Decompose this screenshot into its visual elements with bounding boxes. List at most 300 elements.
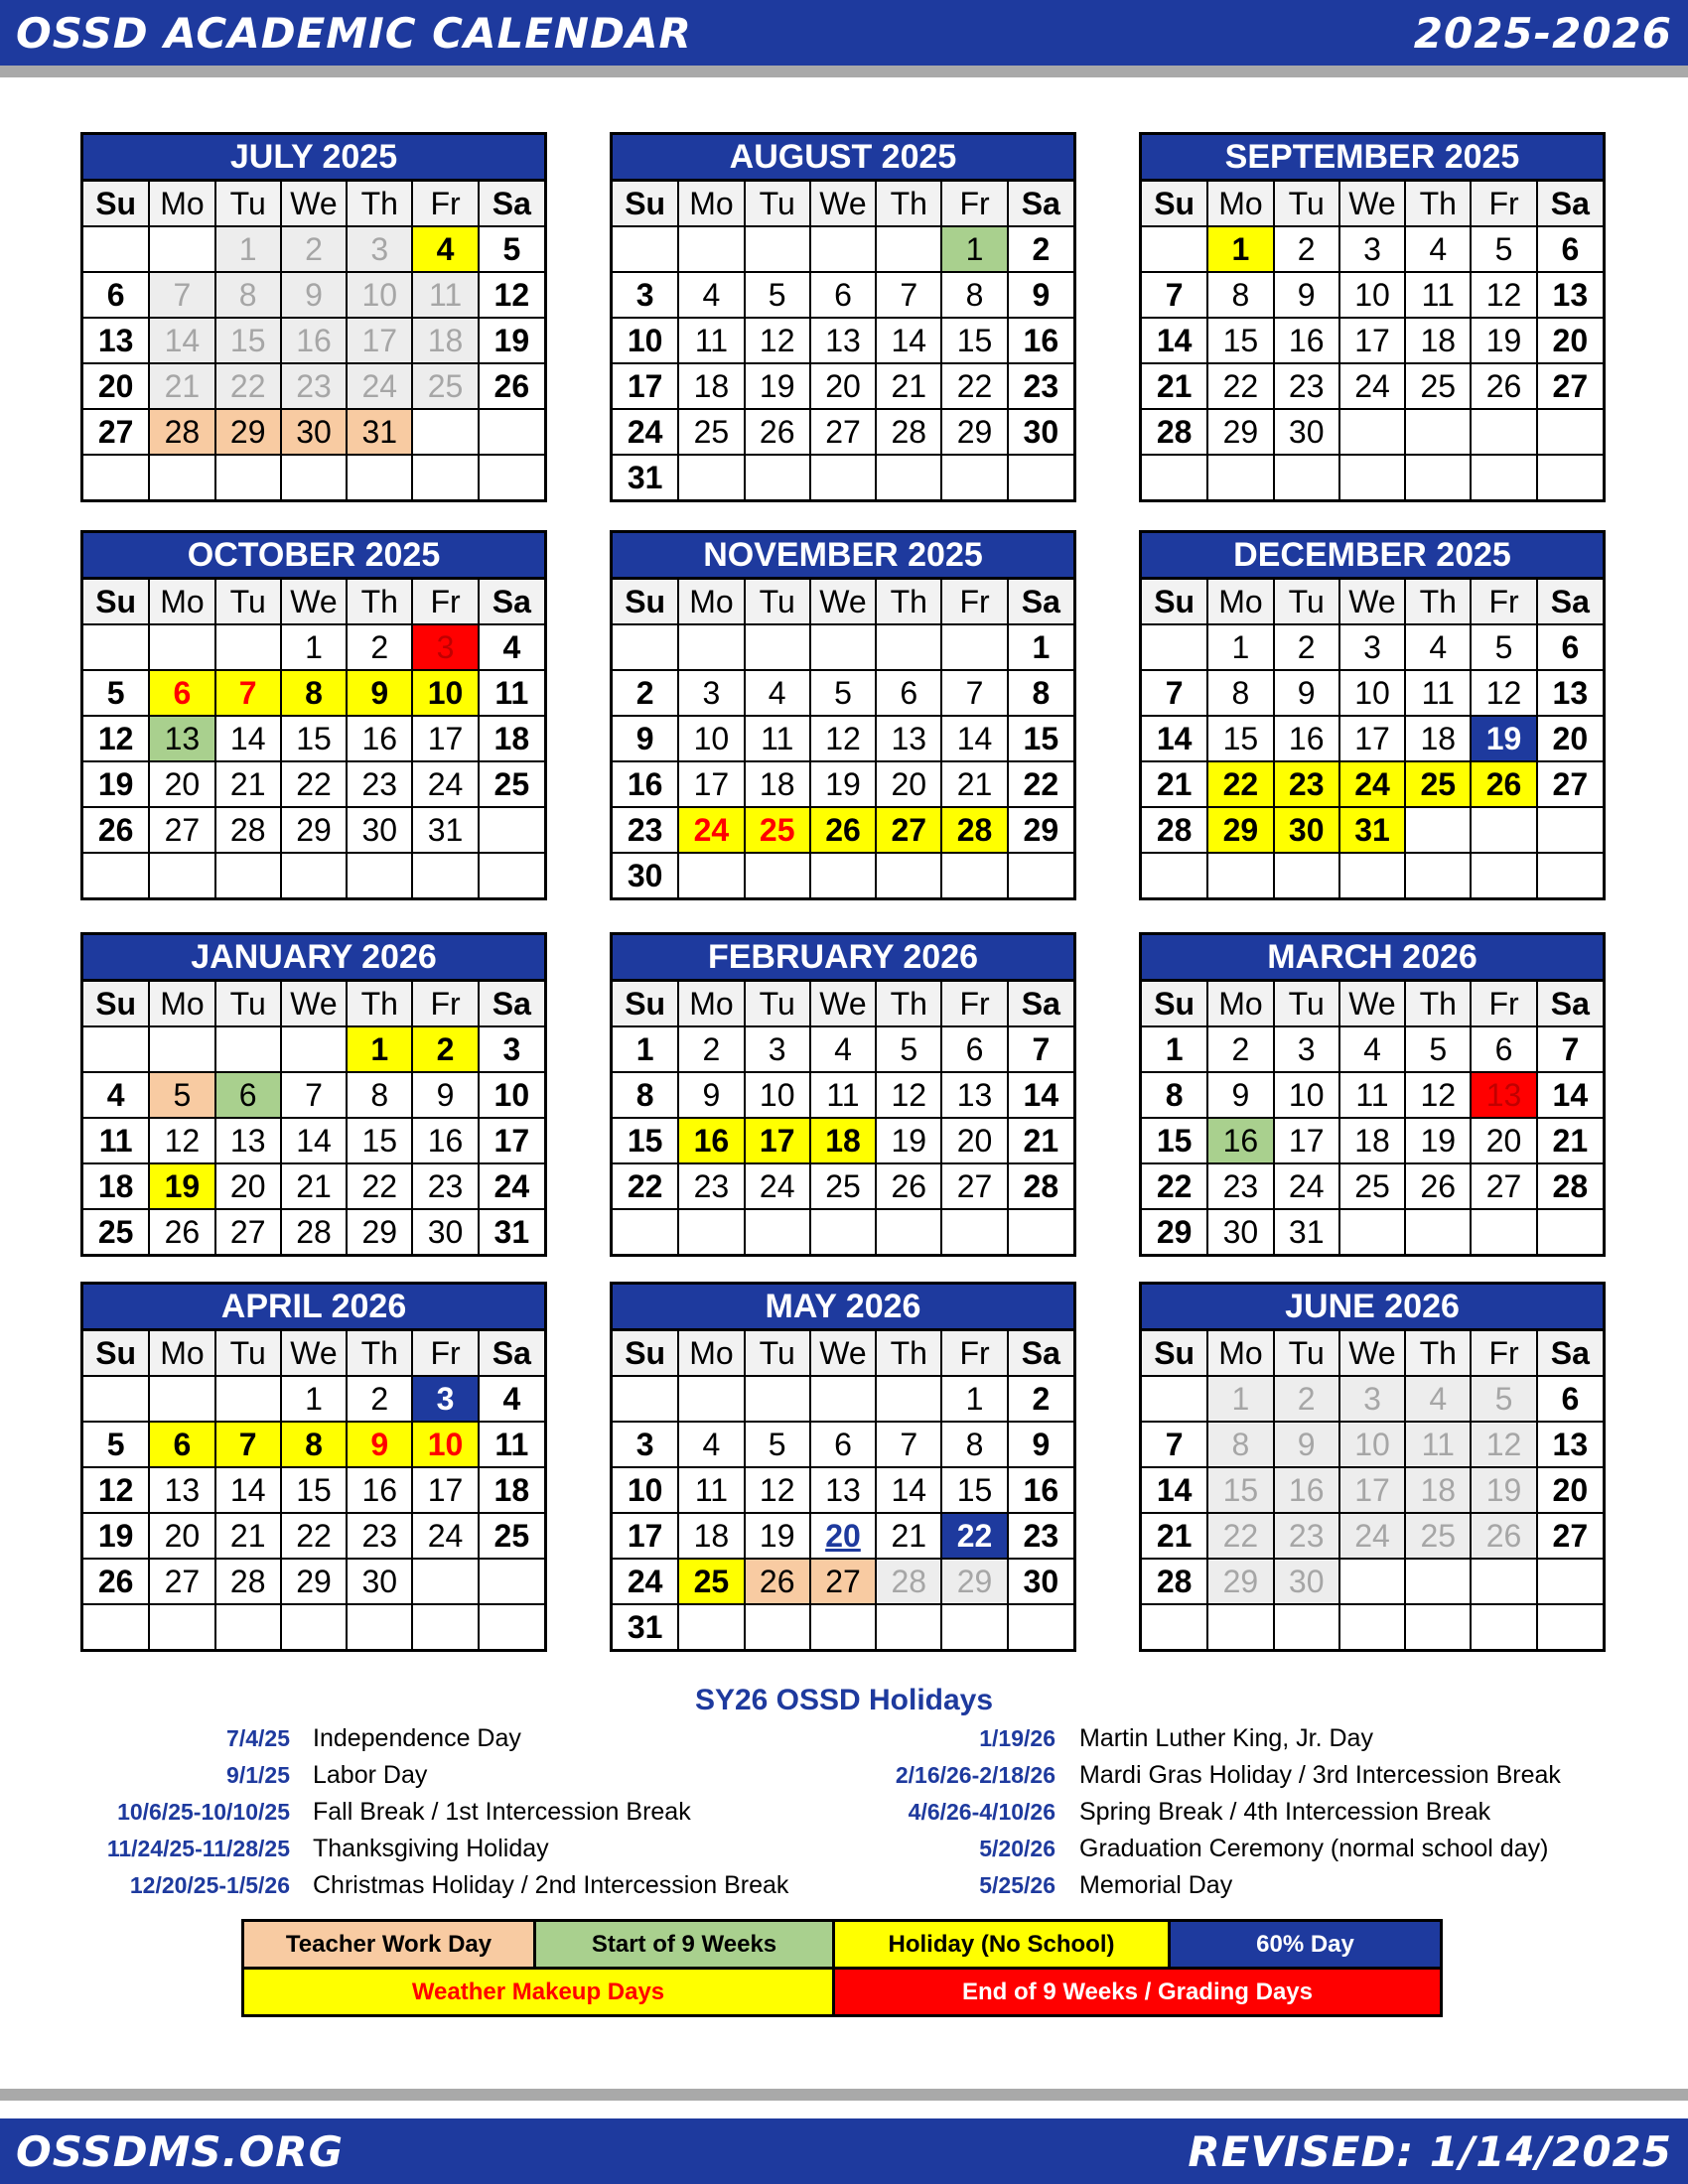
empty-cell <box>876 226 941 272</box>
day-cell: 17 <box>1339 318 1405 363</box>
day-cell: 12 <box>1471 272 1536 318</box>
day-cell: 24 <box>347 363 412 409</box>
day-cell: 3 <box>1274 1026 1339 1072</box>
day-cell: 1 <box>613 1026 678 1072</box>
empty-cell <box>83 455 149 499</box>
day-cell: 6 <box>810 1422 876 1467</box>
day-cell: 28 <box>215 1559 281 1604</box>
weekday-header: We <box>281 580 347 624</box>
day-cell: 26 <box>745 1559 810 1604</box>
day-cell: 10 <box>347 272 412 318</box>
day-cell: 23 <box>1274 363 1339 409</box>
day-cell: 10 <box>1339 272 1405 318</box>
day-cell: 30 <box>281 409 347 455</box>
day-cell: 13 <box>941 1072 1007 1118</box>
weekday-header: Th <box>1405 982 1471 1026</box>
day-cell: 10 <box>479 1072 544 1118</box>
weekday-header: Sa <box>1537 982 1603 1026</box>
day-cell: 26 <box>149 1209 214 1254</box>
weekday-header: Th <box>1405 182 1471 226</box>
day-cell: 12 <box>876 1072 941 1118</box>
holiday-date: 5/25/26 <box>979 1872 1055 1898</box>
empty-cell <box>613 1209 678 1254</box>
weekday-header: Tu <box>1274 580 1339 624</box>
day-cell: 18 <box>678 363 744 409</box>
empty-cell <box>1537 853 1603 897</box>
day-cell: 13 <box>149 1467 214 1513</box>
day-cell: 9 <box>281 272 347 318</box>
day-cell: 22 <box>215 363 281 409</box>
day-cell: 21 <box>1008 1118 1073 1163</box>
empty-cell <box>810 1604 876 1649</box>
weekday-header: We <box>281 1331 347 1376</box>
weekday-header: Fr <box>412 182 478 226</box>
holiday-date: 7/4/25 <box>226 1725 290 1751</box>
day-cell: 16 <box>1274 318 1339 363</box>
day-cell: 4 <box>1405 624 1471 670</box>
day-cell: 25 <box>479 1513 544 1559</box>
day-cell: 19 <box>1471 318 1536 363</box>
day-cell: 11 <box>83 1118 149 1163</box>
weekday-header: Tu <box>745 982 810 1026</box>
day-cell: 28 <box>1142 1559 1207 1604</box>
day-cell: 22 <box>281 761 347 807</box>
day-cell: 7 <box>876 272 941 318</box>
day-cell: 24 <box>1339 761 1405 807</box>
weekday-header: Tu <box>745 580 810 624</box>
empty-cell <box>1405 853 1471 897</box>
day-cell: 26 <box>876 1163 941 1209</box>
day-cell: 9 <box>1274 1422 1339 1467</box>
day-cell: 24 <box>613 1559 678 1604</box>
empty-cell <box>1274 455 1339 499</box>
empty-cell <box>745 455 810 499</box>
month-december-2025 <box>1139 530 1606 900</box>
empty-cell <box>941 455 1007 499</box>
day-cell: 4 <box>1405 1376 1471 1422</box>
day-cell: 6 <box>810 272 876 318</box>
holiday-name: Thanksgiving Holiday <box>313 1835 549 1862</box>
month-title: MARCH 2026 <box>1142 935 1603 982</box>
day-cell: 4 <box>1339 1026 1405 1072</box>
empty-cell <box>810 455 876 499</box>
legend-teacher-work-day: Teacher Work Day <box>244 1922 533 1967</box>
weekday-header: Fr <box>1471 182 1536 226</box>
day-cell: 3 <box>1339 1376 1405 1422</box>
day-cell: 25 <box>479 761 544 807</box>
day-cell: 10 <box>1339 670 1405 716</box>
empty-cell <box>149 853 214 897</box>
day-cell: 4 <box>745 670 810 716</box>
day-cell: 17 <box>1339 716 1405 761</box>
day-cell: 27 <box>1537 1513 1603 1559</box>
day-cell: 4 <box>810 1026 876 1072</box>
day-cell: 4 <box>479 1376 544 1422</box>
day-cell: 21 <box>1537 1118 1603 1163</box>
day-cell: 10 <box>613 1467 678 1513</box>
day-cell: 14 <box>1537 1072 1603 1118</box>
holiday-date: 5/20/26 <box>979 1836 1055 1861</box>
weekday-header: Su <box>613 982 678 1026</box>
empty-cell <box>412 1559 478 1604</box>
empty-cell <box>215 624 281 670</box>
weekday-header: Mo <box>678 1331 744 1376</box>
day-cell: 14 <box>1142 716 1207 761</box>
day-cell: 5 <box>745 272 810 318</box>
day-cell: 19 <box>1471 1467 1536 1513</box>
month-title: JANUARY 2026 <box>83 935 544 982</box>
empty-cell <box>745 853 810 897</box>
day-cell: 26 <box>745 409 810 455</box>
day-cell: 26 <box>83 807 149 853</box>
day-cell: 11 <box>1405 1422 1471 1467</box>
day-cell: 17 <box>412 1467 478 1513</box>
day-cell: 19 <box>149 1163 214 1209</box>
day-cell: 1 <box>215 226 281 272</box>
day-cell: 11 <box>479 1422 544 1467</box>
month-title: APRIL 2026 <box>83 1285 544 1331</box>
holiday-date: 9/1/25 <box>226 1762 290 1788</box>
day-cell: 10 <box>412 670 478 716</box>
day-cell: 23 <box>347 1513 412 1559</box>
legend-end-of-9-weeks-grading-days: End of 9 Weeks / Grading Days <box>832 1970 1440 2014</box>
weekday-header: Su <box>613 580 678 624</box>
day-cell: 12 <box>479 272 544 318</box>
day-cell: 12 <box>1471 1422 1536 1467</box>
weekday-header: Mo <box>149 182 214 226</box>
day-cell: 3 <box>745 1026 810 1072</box>
empty-cell <box>281 455 347 499</box>
empty-cell <box>347 455 412 499</box>
month-title: JULY 2025 <box>83 135 544 182</box>
day-cell: 16 <box>412 1118 478 1163</box>
weekday-header: Sa <box>1537 580 1603 624</box>
empty-cell <box>1405 455 1471 499</box>
weekday-header: Th <box>347 1331 412 1376</box>
day-cell: 13 <box>810 318 876 363</box>
day-cell: 9 <box>347 1422 412 1467</box>
day-cell: 24 <box>412 1513 478 1559</box>
day-cell: 3 <box>479 1026 544 1072</box>
day-cell: 13 <box>1471 1072 1536 1118</box>
weekday-header: Su <box>83 580 149 624</box>
day-cell: 7 <box>149 272 214 318</box>
empty-cell <box>876 1376 941 1422</box>
month-title: SEPTEMBER 2025 <box>1142 135 1603 182</box>
month-november-2025 <box>610 530 1076 900</box>
day-cell: 12 <box>1405 1072 1471 1118</box>
day-cell: 30 <box>347 1559 412 1604</box>
website-link[interactable]: OSSDMS.ORG <box>16 2126 345 2176</box>
day-cell: 16 <box>1008 1467 1073 1513</box>
day-cell: 27 <box>941 1163 1007 1209</box>
day-cell: 9 <box>1008 272 1073 318</box>
weekday-header: We <box>810 1331 876 1376</box>
empty-cell <box>83 853 149 897</box>
day-cell: 6 <box>215 1072 281 1118</box>
day-cell: 18 <box>1339 1118 1405 1163</box>
empty-cell <box>215 1026 281 1072</box>
empty-cell <box>83 1604 149 1649</box>
day-cell: 9 <box>613 716 678 761</box>
day-cell: 23 <box>1274 761 1339 807</box>
empty-cell <box>83 1026 149 1072</box>
day-cell: 5 <box>1471 226 1536 272</box>
day-cell: 2 <box>1274 226 1339 272</box>
weekday-header: Tu <box>1274 182 1339 226</box>
day-cell: 21 <box>281 1163 347 1209</box>
empty-cell <box>745 1209 810 1254</box>
day-cell: 14 <box>215 716 281 761</box>
month-february-2026 <box>610 932 1076 1257</box>
day-cell: 6 <box>149 670 214 716</box>
day-cell: 30 <box>1274 409 1339 455</box>
weekday-header: We <box>810 580 876 624</box>
empty-cell <box>941 624 1007 670</box>
month-october-2025 <box>80 530 547 900</box>
weekday-header: Fr <box>412 580 478 624</box>
weekday-header: Mo <box>149 982 214 1026</box>
day-cell: 11 <box>412 272 478 318</box>
weekday-header: Tu <box>215 182 281 226</box>
month-title: JUNE 2026 <box>1142 1285 1603 1331</box>
weekday-header: Fr <box>1471 580 1536 624</box>
weekday-header: We <box>1339 580 1405 624</box>
weekday-header: Tu <box>215 982 281 1026</box>
holiday-name: Fall Break / 1st Intercession Break <box>313 1798 691 1826</box>
day-cell: 16 <box>1274 1467 1339 1513</box>
day-cell: 4 <box>1405 226 1471 272</box>
day-cell: 24 <box>1274 1163 1339 1209</box>
day-cell: 14 <box>876 318 941 363</box>
day-cell: 15 <box>1142 1118 1207 1163</box>
empty-cell <box>215 1604 281 1649</box>
weekday-header: Sa <box>1008 182 1073 226</box>
day-cell: 2 <box>347 624 412 670</box>
day-cell: 26 <box>810 807 876 853</box>
day-cell: 15 <box>347 1118 412 1163</box>
weekday-header: Th <box>347 580 412 624</box>
month-september-2025 <box>1139 132 1606 502</box>
day-cell: 22 <box>941 363 1007 409</box>
day-cell: 22 <box>1207 761 1273 807</box>
day-cell: 23 <box>1008 363 1073 409</box>
empty-cell <box>678 1604 744 1649</box>
weekday-header: Su <box>1142 580 1207 624</box>
day-cell: 29 <box>941 1559 1007 1604</box>
empty-cell <box>1008 1604 1073 1649</box>
day-cell: 9 <box>1008 1422 1073 1467</box>
day-cell: 27 <box>1537 363 1603 409</box>
day-cell: 18 <box>83 1163 149 1209</box>
day-cell: 14 <box>281 1118 347 1163</box>
day-cell: 17 <box>347 318 412 363</box>
day-cell: 2 <box>613 670 678 716</box>
day-cell: 17 <box>745 1118 810 1163</box>
month-july-2025 <box>80 132 547 502</box>
day-cell: 6 <box>1537 226 1603 272</box>
day-cell: 30 <box>1008 409 1073 455</box>
empty-cell <box>215 1376 281 1422</box>
day-cell: 14 <box>1142 1467 1207 1513</box>
empty-cell <box>810 1376 876 1422</box>
empty-cell <box>479 409 544 455</box>
day-cell: 8 <box>941 272 1007 318</box>
day-cell: 16 <box>1008 318 1073 363</box>
empty-cell <box>678 853 744 897</box>
day-cell: 20 <box>810 1513 876 1559</box>
day-cell: 8 <box>281 670 347 716</box>
day-cell: 3 <box>347 226 412 272</box>
day-cell: 29 <box>941 409 1007 455</box>
holiday-name: Martin Luther King, Jr. Day <box>1079 1724 1373 1752</box>
empty-cell <box>347 853 412 897</box>
day-cell: 1 <box>281 1376 347 1422</box>
day-cell: 6 <box>1537 624 1603 670</box>
day-cell: 20 <box>810 363 876 409</box>
day-cell: 13 <box>810 1467 876 1513</box>
day-cell: 23 <box>613 807 678 853</box>
day-cell: 24 <box>1339 1513 1405 1559</box>
day-cell: 24 <box>745 1163 810 1209</box>
day-cell: 27 <box>215 1209 281 1254</box>
day-cell: 22 <box>1207 1513 1273 1559</box>
day-cell: 27 <box>810 1559 876 1604</box>
empty-cell <box>678 1376 744 1422</box>
day-cell: 6 <box>1471 1026 1536 1072</box>
day-cell: 12 <box>149 1118 214 1163</box>
day-cell: 11 <box>1405 670 1471 716</box>
day-cell: 13 <box>149 716 214 761</box>
day-cell: 21 <box>941 761 1007 807</box>
day-cell: 1 <box>941 1376 1007 1422</box>
day-cell: 22 <box>1142 1163 1207 1209</box>
empty-cell <box>678 624 744 670</box>
day-cell: 9 <box>1274 670 1339 716</box>
weekday-header: Su <box>613 182 678 226</box>
weekday-header: Th <box>347 982 412 1026</box>
day-cell: 19 <box>1471 716 1536 761</box>
day-cell: 1 <box>1207 226 1273 272</box>
empty-cell <box>215 455 281 499</box>
empty-cell <box>1537 807 1603 853</box>
day-cell: 21 <box>876 363 941 409</box>
footer-stripe <box>0 2089 1688 2101</box>
weekday-header: We <box>1339 182 1405 226</box>
weekday-header: Th <box>876 1331 941 1376</box>
day-cell: 22 <box>1008 761 1073 807</box>
weekday-header: Mo <box>678 182 744 226</box>
day-cell: 22 <box>347 1163 412 1209</box>
empty-cell <box>479 1559 544 1604</box>
day-cell: 28 <box>149 409 214 455</box>
day-cell: 15 <box>281 1467 347 1513</box>
empty-cell <box>1405 1604 1471 1649</box>
day-cell: 11 <box>1405 272 1471 318</box>
weekday-header: Mo <box>149 580 214 624</box>
day-cell: 26 <box>1405 1163 1471 1209</box>
day-cell: 5 <box>479 226 544 272</box>
weekday-header: We <box>810 182 876 226</box>
empty-cell <box>810 1209 876 1254</box>
weekday-header: Fr <box>941 982 1007 1026</box>
day-cell: 17 <box>1274 1118 1339 1163</box>
day-cell: 7 <box>215 1422 281 1467</box>
day-cell: 11 <box>1339 1072 1405 1118</box>
day-cell: 10 <box>412 1422 478 1467</box>
empty-cell <box>83 226 149 272</box>
day-cell: 29 <box>347 1209 412 1254</box>
day-cell: 23 <box>412 1163 478 1209</box>
holiday-date: 4/6/26-4/10/26 <box>908 1799 1055 1825</box>
day-cell: 30 <box>1274 1559 1339 1604</box>
holiday-date: 11/24/25-11/28/25 <box>106 1836 290 1861</box>
day-cell: 23 <box>678 1163 744 1209</box>
day-cell: 15 <box>215 318 281 363</box>
day-cell: 21 <box>215 1513 281 1559</box>
day-cell: 2 <box>1008 1376 1073 1422</box>
day-cell: 18 <box>1405 318 1471 363</box>
day-cell: 25 <box>678 409 744 455</box>
day-cell: 18 <box>810 1118 876 1163</box>
day-cell: 21 <box>215 761 281 807</box>
day-cell: 26 <box>1471 363 1536 409</box>
day-cell: 27 <box>876 807 941 853</box>
day-cell: 26 <box>479 363 544 409</box>
day-cell: 14 <box>215 1467 281 1513</box>
empty-cell <box>876 853 941 897</box>
day-cell: 16 <box>347 1467 412 1513</box>
month-title: NOVEMBER 2025 <box>613 533 1073 580</box>
day-cell: 11 <box>810 1072 876 1118</box>
empty-cell <box>678 226 744 272</box>
day-cell: 29 <box>1207 1559 1273 1604</box>
empty-cell <box>1142 1376 1207 1422</box>
month-title: OCTOBER 2025 <box>83 533 544 580</box>
empty-cell <box>613 1376 678 1422</box>
empty-cell <box>1207 1604 1273 1649</box>
day-cell: 15 <box>941 1467 1007 1513</box>
day-cell: 20 <box>1537 1467 1603 1513</box>
weekday-header: Tu <box>215 580 281 624</box>
day-cell: 11 <box>479 670 544 716</box>
day-cell: 16 <box>1274 716 1339 761</box>
empty-cell <box>479 455 544 499</box>
day-cell: 3 <box>1339 624 1405 670</box>
day-cell: 1 <box>347 1026 412 1072</box>
day-cell: 6 <box>149 1422 214 1467</box>
empty-cell <box>745 624 810 670</box>
day-cell: 7 <box>941 670 1007 716</box>
day-cell: 20 <box>1537 318 1603 363</box>
empty-cell <box>149 1604 214 1649</box>
day-cell: 5 <box>1471 1376 1536 1422</box>
day-cell: 15 <box>1008 716 1073 761</box>
day-cell: 27 <box>149 1559 214 1604</box>
day-cell: 31 <box>613 455 678 499</box>
weekday-header: Tu <box>745 1331 810 1376</box>
day-cell: 4 <box>678 272 744 318</box>
weekday-header: Su <box>613 1331 678 1376</box>
weekday-header: Mo <box>1207 580 1273 624</box>
day-cell: 3 <box>412 1376 478 1422</box>
month-may-2026 <box>610 1282 1076 1652</box>
day-cell: 3 <box>678 670 744 716</box>
day-cell: 3 <box>412 624 478 670</box>
day-cell: 22 <box>941 1513 1007 1559</box>
weekday-header: Sa <box>479 982 544 1026</box>
weekday-header: Mo <box>1207 182 1273 226</box>
